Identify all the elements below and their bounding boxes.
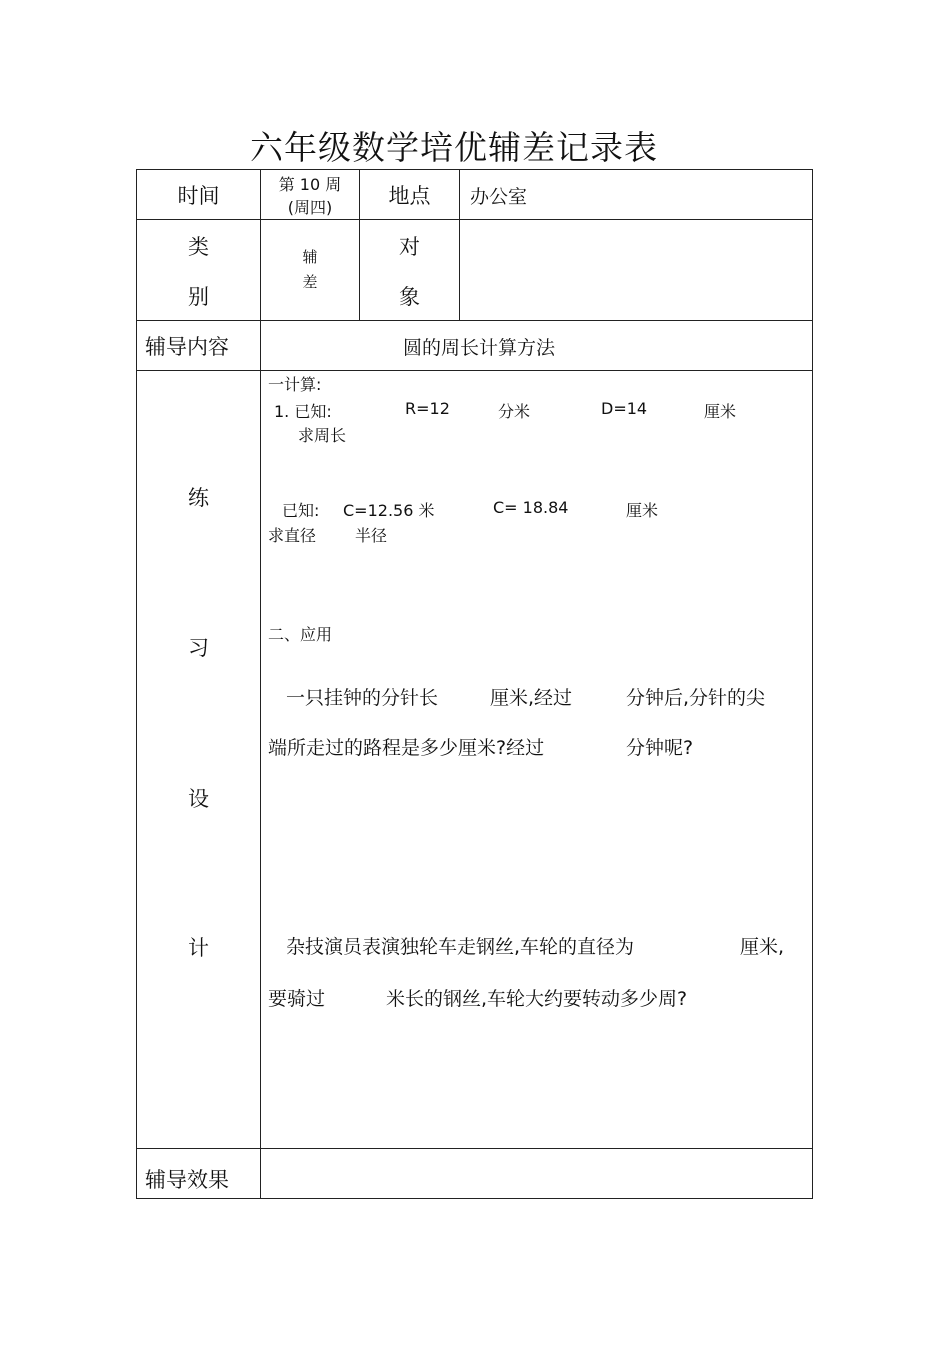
app1-text: 一只挂钟的分针长 [286, 687, 439, 709]
page-title: 六年级数学培优辅差记录表 [250, 128, 658, 167]
place-value: 办公室 [470, 186, 528, 208]
app1-text: 端所走过的路程是多少厘米?经过 [268, 737, 545, 759]
q2-prefix: 已知: [282, 501, 320, 520]
q1-ask: 求周长 [298, 426, 347, 445]
q2-ask-diameter: 求直径 [268, 526, 317, 545]
content-label: 辅导内容 [145, 335, 229, 359]
row-divider [137, 1148, 812, 1149]
row-divider [137, 320, 812, 321]
app1-text: 分钟呢? [626, 737, 694, 759]
section2-heading: 二、应用 [268, 625, 333, 644]
row-divider [137, 219, 812, 220]
app2-text: 厘米, [740, 936, 785, 958]
effect-label: 辅导效果 [145, 1168, 229, 1192]
column-divider [459, 170, 460, 320]
q2-unit: 厘米 [626, 501, 659, 520]
practice-label-char: 练 [188, 486, 209, 510]
app1-text: 厘米,经过 [490, 687, 573, 709]
q1-radius: R=12 [405, 399, 450, 418]
row-divider [137, 370, 812, 371]
week-line1: 第 10 周 [278, 175, 342, 194]
q1-prefix: 1. 已知: [274, 402, 332, 421]
category-value-2: 差 [302, 273, 318, 291]
app1-text: 分钟后,分针的尖 [626, 687, 766, 709]
target-char-2: 象 [399, 285, 420, 309]
app2-text: 米长的钢丝,车轮大约要转动多少周? [386, 988, 688, 1010]
app2-text: 杂技演员表演独轮车走钢丝,车轮的直径为 [286, 936, 635, 958]
q1-unit1: 分米 [498, 402, 531, 421]
q2-ask-radius: 半径 [355, 526, 388, 545]
time-label: 时间 [177, 184, 220, 208]
category-value-1: 辅 [302, 248, 318, 266]
q1-diameter: D=14 [601, 399, 648, 418]
column-divider [260, 170, 261, 1198]
app2-text: 要骑过 [268, 988, 326, 1010]
content-value: 圆的周长计算方法 [403, 337, 556, 359]
section1-heading: 一计算: [268, 375, 322, 394]
practice-label-char: 设 [188, 787, 209, 811]
place-label: 地点 [388, 184, 431, 208]
target-char-1: 对 [399, 235, 420, 259]
q1-unit2: 厘米 [704, 402, 737, 421]
q2-circumference-1: C=12.56 米 [343, 501, 435, 520]
category-char-2: 别 [188, 285, 209, 309]
week-line2: (周四) [287, 198, 333, 217]
record-table [136, 169, 813, 1199]
practice-label-char: 习 [188, 636, 209, 660]
practice-label-char: 计 [188, 936, 209, 960]
q2-circumference-2: C= 18.84 [493, 498, 569, 517]
category-char-1: 类 [188, 235, 209, 259]
